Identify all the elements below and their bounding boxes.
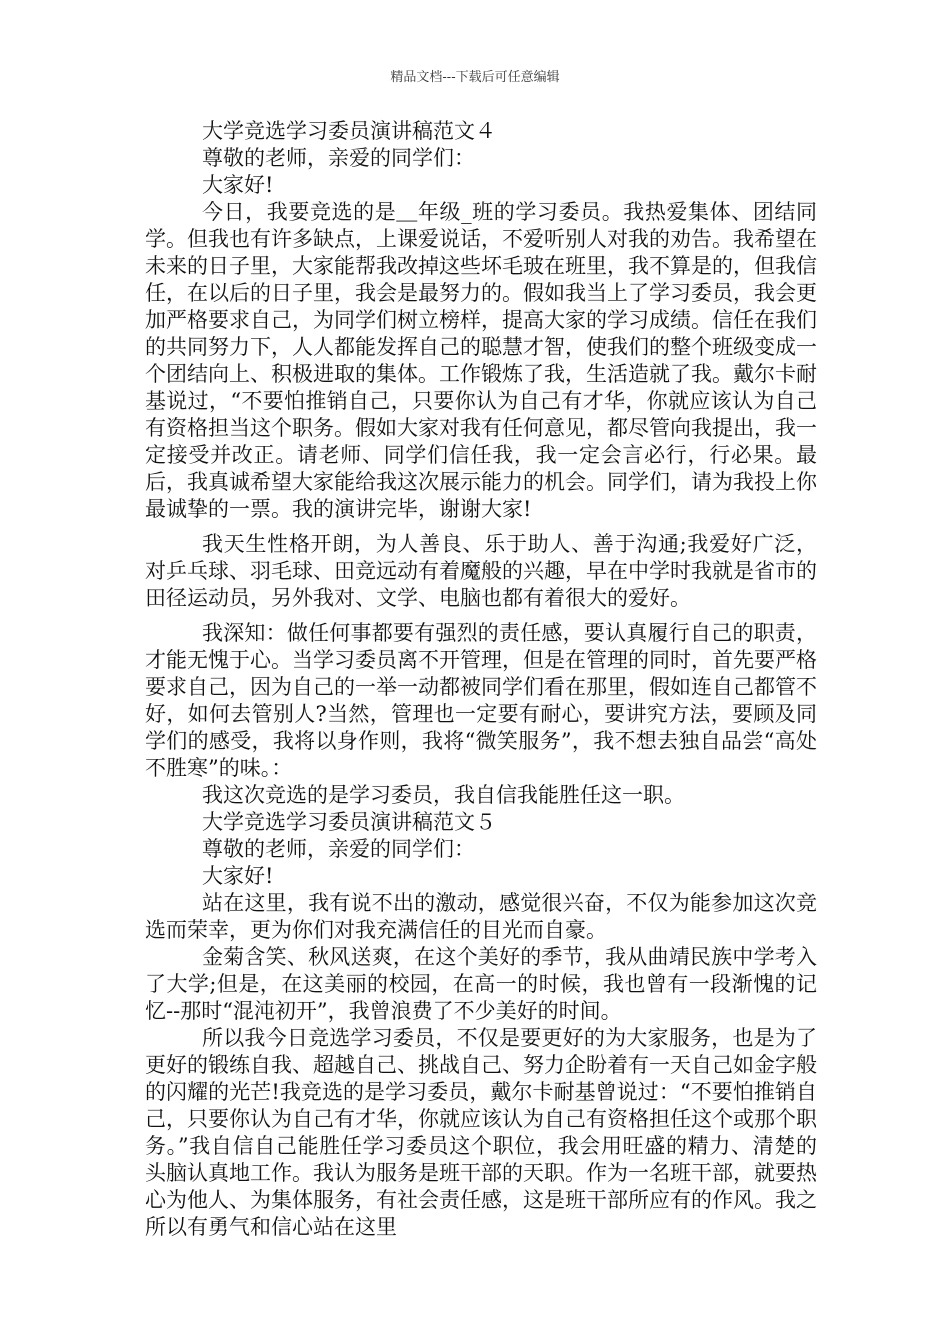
document-body [145,118,817,1241]
salutation-4: 尊敬的老师，亲爱的同学们： [202,146,475,170]
paragraph: 站在这里，我有说不出的激动，感觉很兴奋，不仅为能参加这次竞选而荣幸，更为你们对我充满信任的目光而自豪。 [145,891,817,942]
paragraph: 我天生性格开朗，为人善良、乐于助人、善于沟通;我爱好广泛，对乒乓球、羽毛球、田竞远动有着魔般的兴趣，早在中学时我就是省市的田径运动员，另外我对、文学、电脑也都有着很大的爱好。 [145,532,817,610]
paragraph: 所以我今日竞选学习委员，不仅是要更好的为大家服务，也是为了更好的锻练自我、超越自己、挑战自己、努力企盼着有一天自己如金字般的闪耀的光芒!我竞选的是学习委员，戴尔卡耐基曾说过：“不要怕推销自己，只要你认为自己有才华，你就应该认为自己有资格担任这个或那个职务。”我自信自己能胜任学习委员这个职位，我会用旺盛的精力、清楚的头脑认真地工作。我认为服务是班干部的天职。作为一名班干部，就要热心为他人、为集体服务，有社会责任感，这是班干部所应有的作风。我之所以有勇气和信心站在这里 [145,1026,817,1239]
paragraph: 我深知：做任何事都要有强烈的责任感，要认真履行自己的职责，才能无愧于心。当学习委员离不开管理，但是在管理的同时，首先要严格要求自己，因为自己的一举一动都被同学们看在那里，假如连自己都管不好，如何去管别人?当然，管理也一定要有耐心，要讲究方法，要顾及同学们的感受，我将以身作则，我将“微笑服务”，我不想去独自品尝“高处不胜寒”的味。： [145,621,817,780]
greeting-4: 大家好! [202,173,274,197]
paragraph: 今日，我要竞选的是＿年级_班的学习委员。我热爱集体、团结同学。但我也有许多缺点，上课爱说话，不爱听别人对我的劝告。我希望在未来的日子里，大家能帮我改掉这些坏毛玻在班里，我不算是的，但我信任，在以后的日子里，我会是最努力的。假如我当上了学习委员，我会更加严格要求自己，为同学们树立榜样，提高大家的学习成绩。信任在我们的共同努力下，人人都能发挥自己的聪慧才智，使我们的整个班级变成一个团结向上、积极进取的集体。工作锻炼了我，生活造就了我。戴尔卡耐基说过，“不要怕推销自己，只要你认为自己有才华，你就应该认为自己有资格担当这个职务。假如大家对我有任何意见，都尽管向我提出，我一定接受并改正。请老师、同学们信任我，我一定会言必行，行必果。最后，我真诚希望大家能给我这次展示能力的机会。同学们，请为我投上你最诚挚的一票。我的演讲完毕，谢谢大家! [145,200,817,521]
article-title-4: 大学竞选学习委员演讲稿范文４ [202,119,496,143]
paragraph: 金菊含笑、秋风送爽，在这个美好的季节，我从曲靖民族中学考入了大学;但是，在这美丽的校园，在高一的时候，我也曾有一段渐愧的记忆--那时“混沌初开”，我曾浪费了不少美好的时间。 [145,945,817,1023]
greeting-5: 大家好! [202,864,274,888]
salutation-5: 尊敬的老师，亲爱的同学们： [202,837,475,861]
page-header: 精品文档---下载后可任意编辑 [390,70,560,85]
paragraph: 我这次竞选的是学习委员，我自信我能胜任这一职。 [202,783,685,807]
article-title-5: 大学竞选学习委员演讲稿范文５ [202,810,496,834]
